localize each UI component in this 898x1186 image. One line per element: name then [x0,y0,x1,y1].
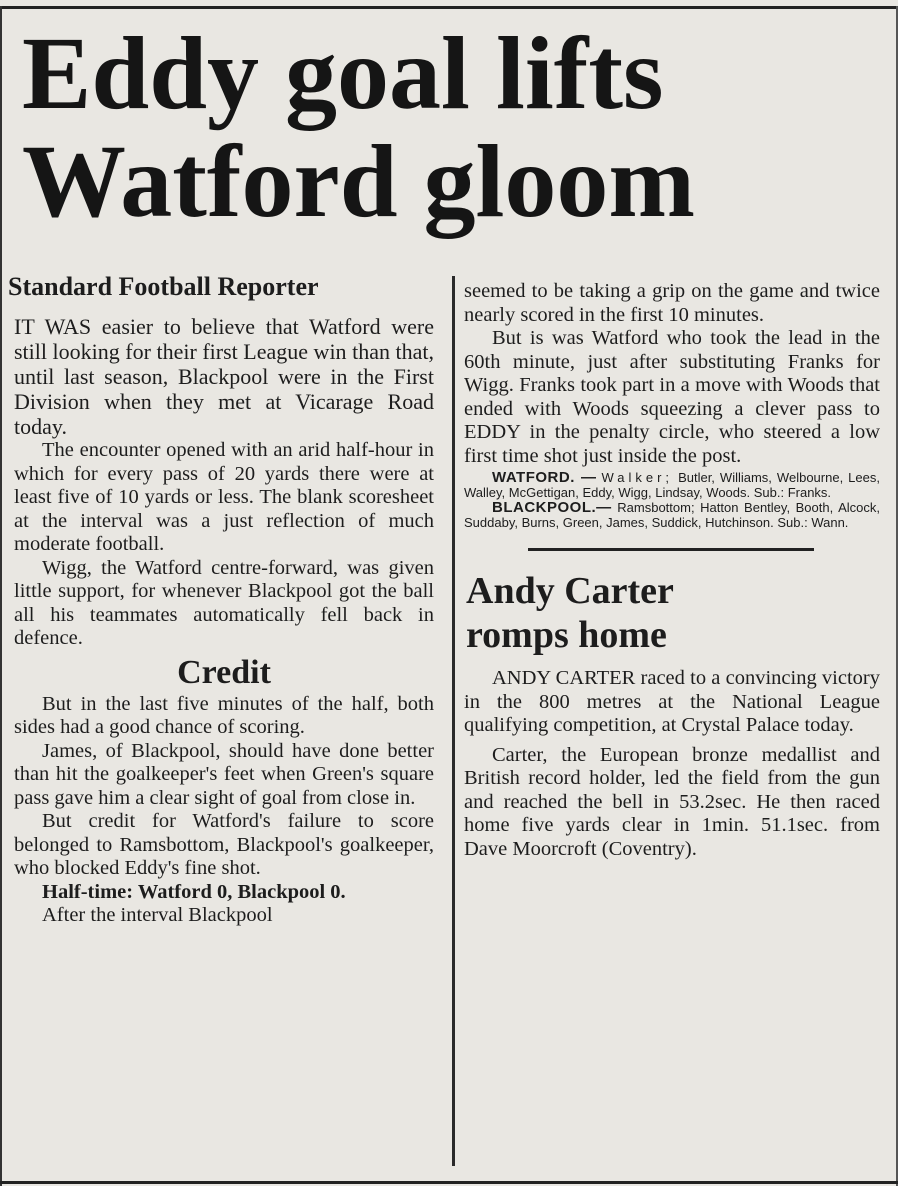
bottom-border [0,1181,898,1184]
byline: Standard Football Reporter [8,272,319,301]
headline-line-2: Watford gloom [22,124,696,239]
paragraph: Carter, the European bronze medallist and British record holder, led the field from the gun and reached the bell in 53.2sec. He then raced home five yards clear in 1min. 51.1sec. from Dave Moorcroft (Coventry). [464,743,880,860]
column-divider [452,276,455,1166]
paragraph: seemed to be taking a grip on the game and twice nearly scored in the first 10 minutes. [464,280,880,326]
paragraph: Wigg, the Watford centre-forward, was given little support, for whenever Blackpool got the ball all his teammates automatically fell back in defence. [14,556,434,649]
second-headline-line-1: Andy Carter [466,570,674,612]
paragraph: James, of Blackpool, should have done better than hit the goalkeeper's feet when Green's square pass gave him a clear sight of goal from close in. [14,739,434,809]
halftime-score: Half-time: Watford 0, Blackpool 0. [42,880,346,903]
watford-team-name: WATFORD. — [492,469,597,486]
article-separator [528,548,814,551]
second-headline [466,569,880,657]
main-headline [22,16,882,239]
left-column [14,314,434,928]
subheading-credit: Credit [177,653,271,691]
team-lineups [464,470,880,530]
paragraph: But in the last five minutes of the half, both sides had a good chance of scoring. [14,692,434,738]
watford-players: Butler, Williams, Welbourne, Lees, Walley, McGettigan, Eddy, Wigg, Lindsay, Woods. Sub.: Franks. [464,470,880,500]
blackpool-players: Ramsbottom; Hatton Bentley, Booth, Alcock, Suddaby, Burns, Green, James, Suddick, Hutchinson. Sub.: Wann. [464,500,880,530]
paragraph: But is was Watford who took the lead in the 60th minute, just after substituting Franks for Wigg. Franks took part in a move with Woods that ended with Woods squeezing a clever pass to EDDY in the penalty circle, who steered a low first time shot just inside the post. [464,327,880,467]
left-border [0,6,2,1186]
watford-lineup [464,470,880,500]
blackpool-team-name: BLACKPOOL.— [492,499,612,516]
headline-line-1: Eddy goal lifts [22,16,664,131]
blackpool-lineup [464,500,880,530]
paragraph: The encounter opened with an arid half-hour in which for every pass of 20 yards there were at least five of 10 yards or less. The blank scoresheet at the interval was a just reflection of much moderate football. [14,439,434,555]
paragraph: After the interval Blackpool [42,904,273,926]
second-headline-line-2: romps home [466,614,667,656]
right-column [464,280,880,861]
lead-paragraph: IT WAS easier to believe that Watford were still looking for their first League win than that, until last season, Blackpool were in the First Division when they met at Vicarage Road today. [14,314,434,439]
paragraph: But credit for Watford's failure to score belonged to Ramsbottom, Blackpool's goalkeeper, who blocked Eddy's fine shot. [14,810,434,879]
watford-keeper: Walker; [601,470,674,485]
top-border [0,6,898,9]
paragraph: ANDY CARTER raced to a convincing victory in the 800 metres at the National League qualifying competition, at Crystal Palace today. [464,667,880,736]
